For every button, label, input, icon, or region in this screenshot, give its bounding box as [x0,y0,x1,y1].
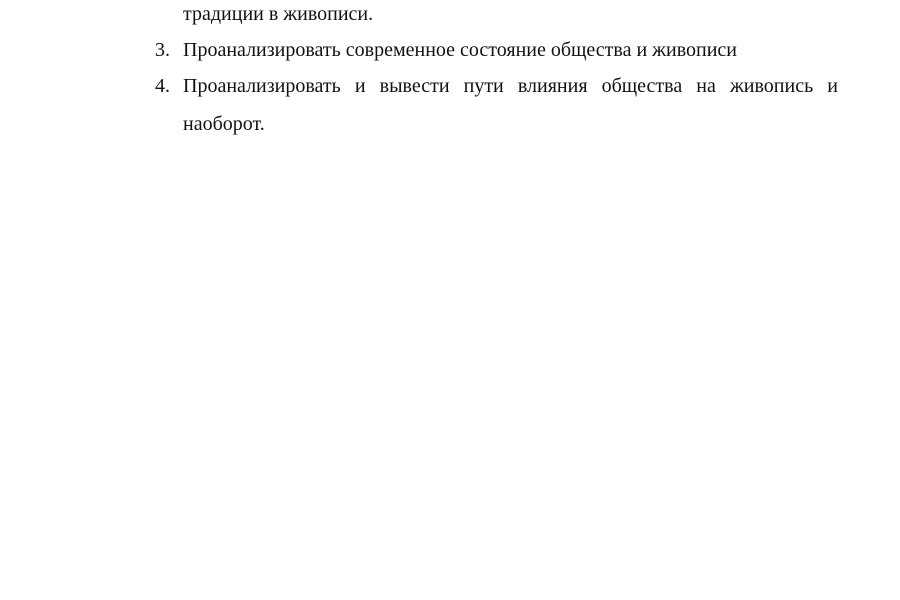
list-item-4-word: и [827,75,838,97]
list-item-4-word: вывести [379,75,450,97]
list-item-4-word: влияния [517,75,588,97]
list-item-4-word: и [354,75,366,97]
list-item-4-word: на [696,75,716,97]
list-item-4-word: пути [463,75,504,97]
list-item-4-word: общества [601,75,683,97]
list-item-4-word: Проанализировать [183,75,341,97]
list-item-4-word: живопись [729,75,814,97]
list-item-4-continuation: наоборот. [183,113,265,135]
list-item-4-text [183,74,838,98]
list-item-4-number: 4. [155,75,170,97]
list-item-2-continuation: традиции в живописи. [183,3,374,25]
list-item-3-number: 3. [155,39,170,61]
list-item-3-text: Проанализировать современное состояние общества и живописи [183,39,737,61]
